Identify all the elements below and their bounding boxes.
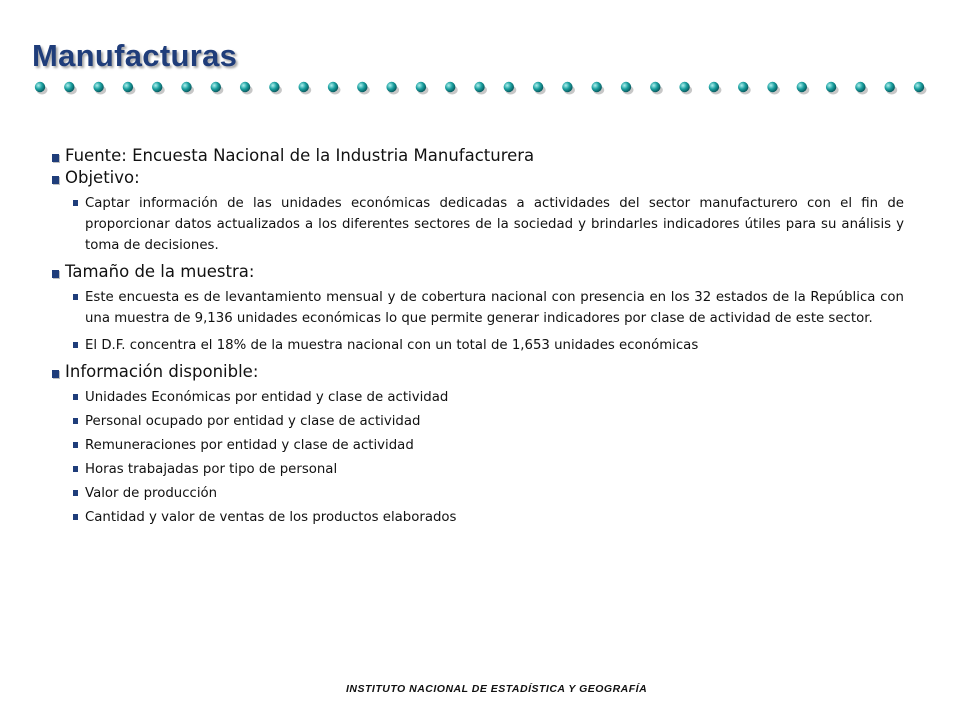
heading-fuente: Fuente: Encuesta Nacional de la Industria Manufacturera [52,146,904,165]
decorative-dot [592,82,602,92]
info-item-unidades: Unidades Económicas por entidad y clase de actividad [52,387,904,408]
decorative-dot [181,82,191,92]
title-underline-dots [28,76,928,98]
decorative-dot [767,82,777,92]
decorative-dot [445,82,455,92]
objetivo-item: Captar información de las unidades económicas dedicadas a actividades del sector manufacturero con el fin de proporcionar datos actualizados a los diferentes sectores de la sociedad y brindarles indicadores útiles para su análisis y toma de decisiones. [52,193,904,256]
muestra-item-1: Este encuesta es de levantamiento mensual y de cobertura nacional con presencia en los 32 estados de la República con una muestra de 9,136 unidades económicas lo que permite generar indicadores por clase de actividad de este sector. [52,287,904,329]
decorative-dot [240,82,250,92]
decorative-dot [885,82,895,92]
decorative-dot [474,82,484,92]
decorative-dot [93,82,103,92]
info-item-ventas: Cantidad y valor de ventas de los productos elaborados [52,507,904,528]
decorative-dot [562,82,572,92]
info-item-personal: Personal ocupado por entidad y clase de actividad [52,411,904,432]
footer-institution: INSTITUTO NACIONAL DE ESTADÍSTICA Y GEOGRAFÍA [346,683,648,695]
info-item-remuneraciones: Remuneraciones por entidad y clase de actividad [52,435,904,456]
heading-objetivo: Objetivo: [52,168,904,187]
decorative-dot [504,82,514,92]
heading-tamano-muestra: Tamaño de la muestra: [52,262,904,281]
decorative-dot [123,82,133,92]
decorative-dot [650,82,660,92]
heading-informacion-disponible: Información disponible: [52,362,904,381]
decorative-dot [797,82,807,92]
decorative-dot [914,82,924,92]
content-area [52,146,904,528]
decorative-dot [709,82,719,92]
decorative-dot [269,82,279,92]
page-title: Manufacturas [32,38,238,73]
decorative-dot [328,82,338,92]
decorative-dot [35,82,45,92]
muestra-item-2: El D.F. concentra el 18% de la muestra nacional con un total de 1,653 unidades económicas [52,335,904,356]
decorative-dot [416,82,426,92]
decorative-dot [621,82,631,92]
decorative-dot [826,82,836,92]
decorative-dot [299,82,309,92]
decorative-dot [152,82,162,92]
decorative-dot [738,82,748,92]
decorative-dot [357,82,367,92]
decorative-dot [211,82,221,92]
decorative-dot [533,82,543,92]
info-item-valor-produccion: Valor de producción [52,483,904,504]
decorative-dot [64,82,74,92]
decorative-dot [386,82,396,92]
decorative-dot [679,82,689,92]
decorative-dot [855,82,865,92]
info-item-horas: Horas trabajadas por tipo de personal [52,459,904,480]
